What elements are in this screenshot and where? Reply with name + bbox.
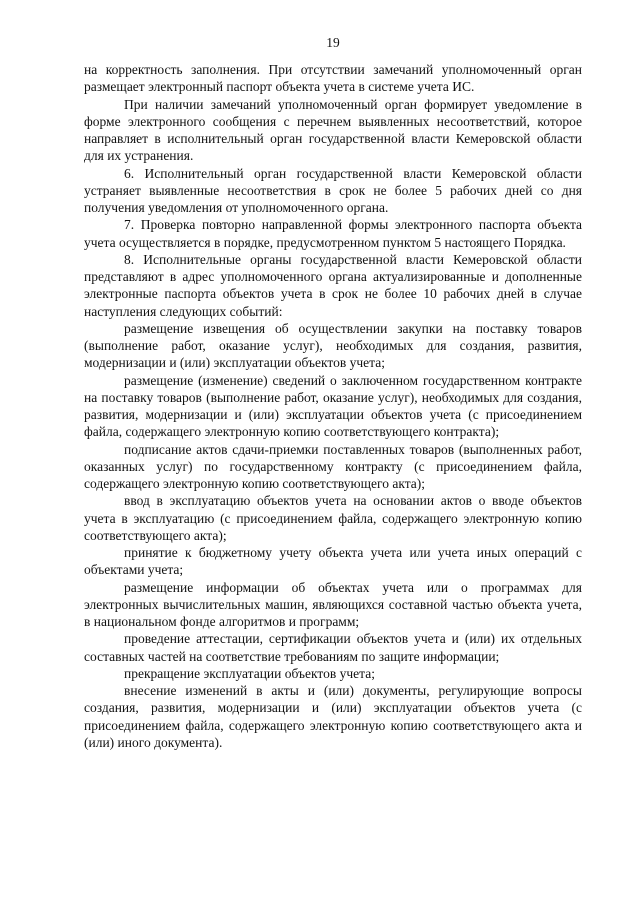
document-page bbox=[84, 34, 582, 751]
list-item-event: подписание актов сдачи-приемки поставленных товаров (выполненных работ, оказанных услуг) по государственному контракту (с присоединением файла, содержащего электронную копию соответствующего акта); bbox=[84, 441, 582, 491]
list-item-event: размещение извещения об осуществлении закупки на поставку товаров (выполнение работ, оказание услуг), необходимых для создания, развития, модернизации и (или) эксплуатации объектов учета; bbox=[84, 320, 582, 371]
page-number: 19 bbox=[326, 35, 340, 50]
list-item-event: размещение (изменение) сведений о заключенном государственном контракте на поставку товаров (выполнение работ, оказание услуг), необходимых для создания, развития, модернизации и (или) эксплуатации объектов учета (с присоединением файла, содержащего электронную копию соответствующего контракта); bbox=[84, 372, 582, 440]
list-item-event: проведение аттестации, сертификации объектов учета и (или) их отдельных составных частей на соответствие требованиям по защите информации; bbox=[84, 631, 582, 664]
paragraph-item-7: 7. Проверка повторно направленной формы электронного паспорта объекта учета осуществляется в порядке, предусмотренном пунктом 5 настоящего Порядка. bbox=[84, 217, 582, 250]
paragraph-item-8: 8. Исполнительные органы государственной власти Кемеровской области представляют в адрес уполномоченного органа актуализированные и дополненные электронные паспорта объектов учета в срок не более 10 рабочих дней в случае наступления следующих событий: bbox=[84, 251, 582, 319]
paragraph-continuation: на корректность заполнения. При отсутствии замечаний уполномоченный орган размещает электронный паспорт объекта учета в системе учета ИС. bbox=[84, 62, 582, 95]
paragraph-item-6: 6. Исполнительный орган государственной власти Кемеровской области устраняет выявленные несоответствия в срок не более 5 рабочих дней со дня получения уведомления от уполномоченного органа. bbox=[84, 165, 582, 215]
list-item-event: принятие к бюджетному учету объекта учета или учета иных операций с объектами учета; bbox=[84, 545, 582, 578]
list-item-event: ввод в эксплуатацию объектов учета на основании актов о вводе объектов учета в эксплуатацию (с присоединением файла, содержащего электронную копию соответствующего акта); bbox=[84, 493, 582, 543]
list-item-event: внесение изменений в акты и (или) документы, регулирующие вопросы создания, развития, модернизации и (или) эксплуатации объектов учета (с присоединением файла, содержащего электронную копию соответствующего акта и (или) иного документа). bbox=[84, 683, 582, 750]
document-body bbox=[84, 61, 582, 751]
list-item-event: прекращение эксплуатации объектов учета; bbox=[124, 665, 375, 681]
paragraph-remarks-notice: При наличии замечаний уполномоченный орган формирует уведомление в форме электронного сообщения с перечнем выявленных несоответствий, которое направляет в исполнительный орган государственной власти Кемеровской области для их устранения. bbox=[84, 96, 582, 164]
list-item-event: размещение информации об объектах учета или о программах для электронных вычислительных машин, являющихся составной частью объекта учета, в национальном фонде алгоритмов и программ; bbox=[84, 579, 582, 629]
